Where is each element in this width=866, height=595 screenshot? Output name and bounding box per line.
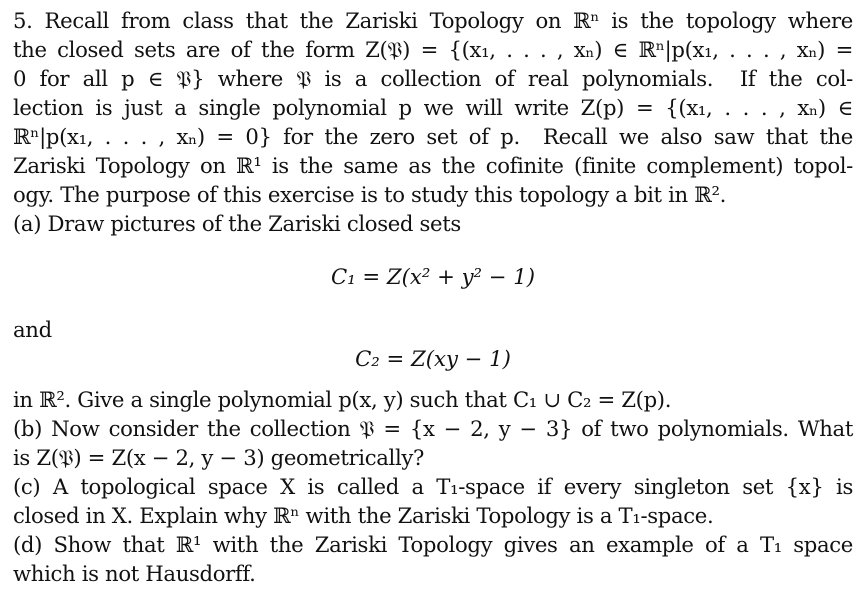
problem-text <box>13 6 853 588</box>
equation-c1: C₁ = Z(x² + y² − 1) <box>330 264 535 289</box>
part-a-line: (a) Draw pictures of the Zariski closed sets <box>13 211 461 236</box>
part-b-line-2: is Z(𝔓) = Z(x − 2, y − 3) geometrically? <box>13 445 425 470</box>
part-d-line-2: which is not Hausdorff. <box>13 561 256 586</box>
intro-line-3: 0 for all p ∈ 𝔓} where 𝔓 is a collection of real polynomials. If the col- <box>13 66 853 91</box>
intro-line-6: Zariski Topology on ℝ¹ is the same as the cofinite (finite complement) topol- <box>13 153 853 178</box>
part-b-line: (b) Now consider the collection 𝔓 = {x − 2, y − 3} of two polynomials. What <box>13 416 853 441</box>
intro-line-2: the closed sets are of the form Z(𝔓) = {(x₁, . . . , xₙ) ∈ ℝⁿ|p(x₁, . . . , xₙ) = <box>13 37 853 62</box>
tail-line-1: in ℝ². Give a single polynomial p(x, y) such that C₁ ∪ C₂ = Z(p). <box>13 387 672 412</box>
intro-line-5: ℝⁿ|p(x₁, . . . , xₙ) = 0} for the zero set of p. Recall we also saw that the <box>13 124 853 149</box>
part-c-line: (c) A topological space X is called a T₁-space if every singleton set {x} is <box>13 474 853 499</box>
intro-line-1: 5. Recall from class that the Zariski Topology on ℝⁿ is the topology where <box>13 8 853 33</box>
and-word: and <box>13 317 52 342</box>
part-d-line: (d) Show that ℝ¹ with the Zariski Topology gives an example of a T₁ space <box>13 532 853 557</box>
part-c-line-2: closed in X. Explain why ℝⁿ with the Zariski Topology is a T₁-space. <box>13 503 714 528</box>
intro-line-4: lection is just a single polynomial p we will write Z(p) = {(x₁, . . . , xₙ) ∈ <box>13 95 853 120</box>
intro-line-7: ogy. The purpose of this exercise is to study this topology a bit in ℝ². <box>13 182 726 207</box>
equation-c2: C₂ = Z(xy − 1) <box>355 346 511 371</box>
